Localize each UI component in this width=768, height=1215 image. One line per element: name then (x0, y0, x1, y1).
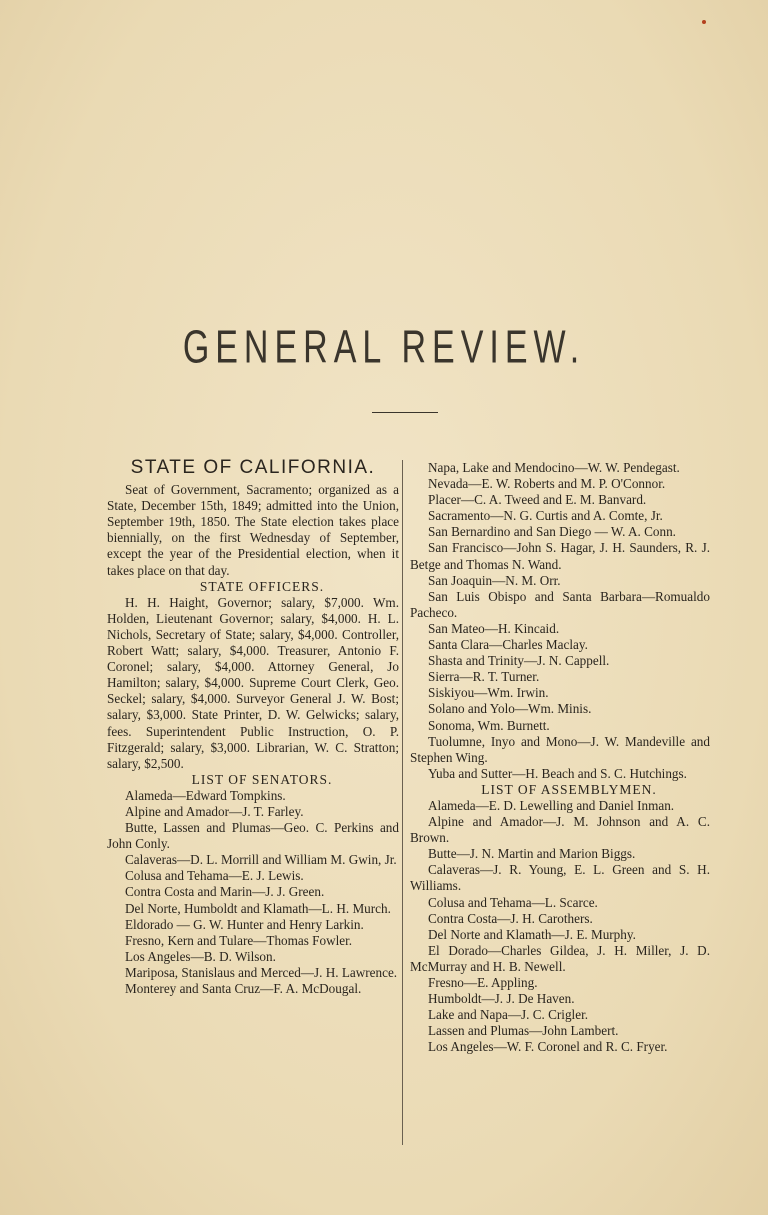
senator-entry: Contra Costa and Marin—J. J. Green. (125, 884, 325, 900)
senators-heading: LIST OF SENATORS. (191, 771, 333, 787)
senator-entry: Solano and Yolo—Wm. Minis. (428, 701, 592, 717)
senator-entry: Alpine and Amador—J. T. Farley. (125, 803, 304, 819)
senator-entry: Napa, Lake and Mendocino—W. W. Pendegast. (428, 460, 680, 475)
senator-entry: Placer—C. A. Tweed and E. M. Banvard. (428, 492, 647, 508)
assembly-entry: Humboldt—J. J. De Haven. (428, 991, 575, 1007)
assembly-entry: Lake and Napa—J. C. Crigler. (428, 1007, 589, 1023)
senator-entry: Del Norte, Humboldt and Klamath—L. H. Murch. (125, 900, 391, 916)
column-divider (402, 460, 403, 1145)
assembly-entry: Colusa and Tehama—L. Scarce. (428, 894, 598, 910)
page-title: GENERAL REVIEW. (182, 322, 586, 374)
senator-entry: Santa Clara—Charles Maclay. (428, 637, 588, 653)
assembly-entry: Del Norte and Klamath—J. E. Murphy. (428, 926, 636, 942)
senator-entry: San Mateo—H. Kincaid. (428, 620, 560, 636)
senator-entry: Eldorado — G. W. Hunter and Henry Larkin. (125, 916, 364, 932)
assembly-heading: LIST OF ASSEMBLYMEN. (481, 781, 657, 797)
senator-entry: Shasta and Trinity—J. N. Cappell. (428, 653, 610, 669)
senator-entry: Tuolumne, Inyo and Mono—J. W. Mandeville and Stephen Wing. (410, 733, 710, 765)
assembly-entry: Alpine and Amador—J. M. Johnson and A. C. Brown. (410, 814, 710, 846)
assembly-entry: Butte—J. N. Martin and Marion Biggs. (428, 846, 636, 862)
assembly-entry: Contra Costa—J. H. Carothers. (428, 910, 593, 926)
assembly-entry: Los Angeles—W. F. Coronel and R. C. Fryer. (428, 1039, 668, 1055)
intro-paragraph: Seat of Government, Sacramento; organized as a State, December 15th, 1849; admitted into the Union, September 19th, 1850. The State election takes place biennially, on the first Wednesday of September, except the year of the Presidential election, when it takes place on that day. (107, 482, 399, 578)
assembly-entry: Lassen and Plumas—John Lambert. (428, 1023, 619, 1039)
senator-entry: Mariposa, Stanislaus and Merced—J. H. Lawrence. (125, 964, 398, 980)
senator-entry: San Francisco—John S. Hagar, J. H. Saunders, R. J. Betge and Thomas N. Wand. (410, 540, 710, 572)
senator-entry: Fresno, Kern and Tulare—Thomas Fowler. (125, 932, 353, 948)
senator-entry: Sonoma, Wm. Burnett. (428, 717, 550, 733)
right-column (410, 460, 710, 1055)
senator-entry: Nevada—E. W. Roberts and M. P. O'Connor. (428, 476, 666, 492)
assembly-entry: Alameda—E. D. Lewelling and Daniel Inman. (428, 797, 675, 813)
section-title: STATE OF CALIFORNIA. (130, 457, 376, 478)
assembly-entry: Fresno—E. Appling. (428, 975, 538, 990)
senator-entry: Colusa and Tehama—E. J. Lewis. (125, 868, 304, 884)
assembly-entry: El Dorado—Charles Gildea, J. H. Miller, J. D. McMurray and H. B. Newell. (410, 942, 710, 974)
senator-entry: San Luis Obispo and Santa Barbara—Romualdo Pacheco. (410, 588, 710, 620)
left-column (107, 457, 399, 997)
senator-entry: Butte, Lassen and Plumas—Geo. C. Perkins and John Conly. (107, 820, 399, 852)
senator-entry: Monterey and Santa Cruz—F. A. McDougal. (125, 981, 362, 996)
senator-entry: Yuba and Sutter—H. Beach and S. C. Hutchings. (428, 765, 687, 781)
title-rule (372, 412, 438, 413)
senator-entry: San Bernardino and San Diego — W. A. Conn. (428, 524, 676, 540)
senator-entry: Alameda—Edward Tompkins. (125, 787, 286, 803)
senator-entry: Sacramento—N. G. Curtis and A. Comte, Jr. (428, 508, 663, 524)
senator-entry: Los Angeles—B. D. Wilson. (125, 948, 276, 964)
senator-entry: San Joaquin—N. M. Orr. (428, 572, 561, 588)
assembly-entry: Calaveras—J. R. Young, E. L. Green and S. H. Williams. (410, 862, 710, 894)
senator-entry: Calaveras—D. L. Morrill and William M. Gwin, Jr. (125, 852, 397, 868)
senator-entry: Sierra—R. T. Turner. (428, 669, 540, 685)
officers-paragraph: H. H. Haight, Governor; salary, $7,000. Wm. Holden, Lieutenant Governor; salary, $4,000. H. L. Nichols, Secretary of State; salary, $4,000. Controller, Robert Watt; salary, $4,000. Treasurer, Antonio F. Coronel; salary, $4,000. Attorney General, Jo Hamilton; salary, $4,000. Supreme Court Clerk, Geo. Seckel; salary, $4,000. Surveyor General J. W. Bost; salary, $3,000. State Printer, D. W. Gelwicks; salary, fees. Superintendent Public Instruction, O. P. Fitzgerald; salary, $3,000. Librarian, W. C. Stratton; salary, $2,500. (107, 594, 399, 771)
ink-spot (702, 20, 706, 24)
officers-heading: STATE OFFICERS. (199, 578, 325, 594)
senator-entry: Siskiyou—Wm. Irwin. (428, 685, 549, 701)
